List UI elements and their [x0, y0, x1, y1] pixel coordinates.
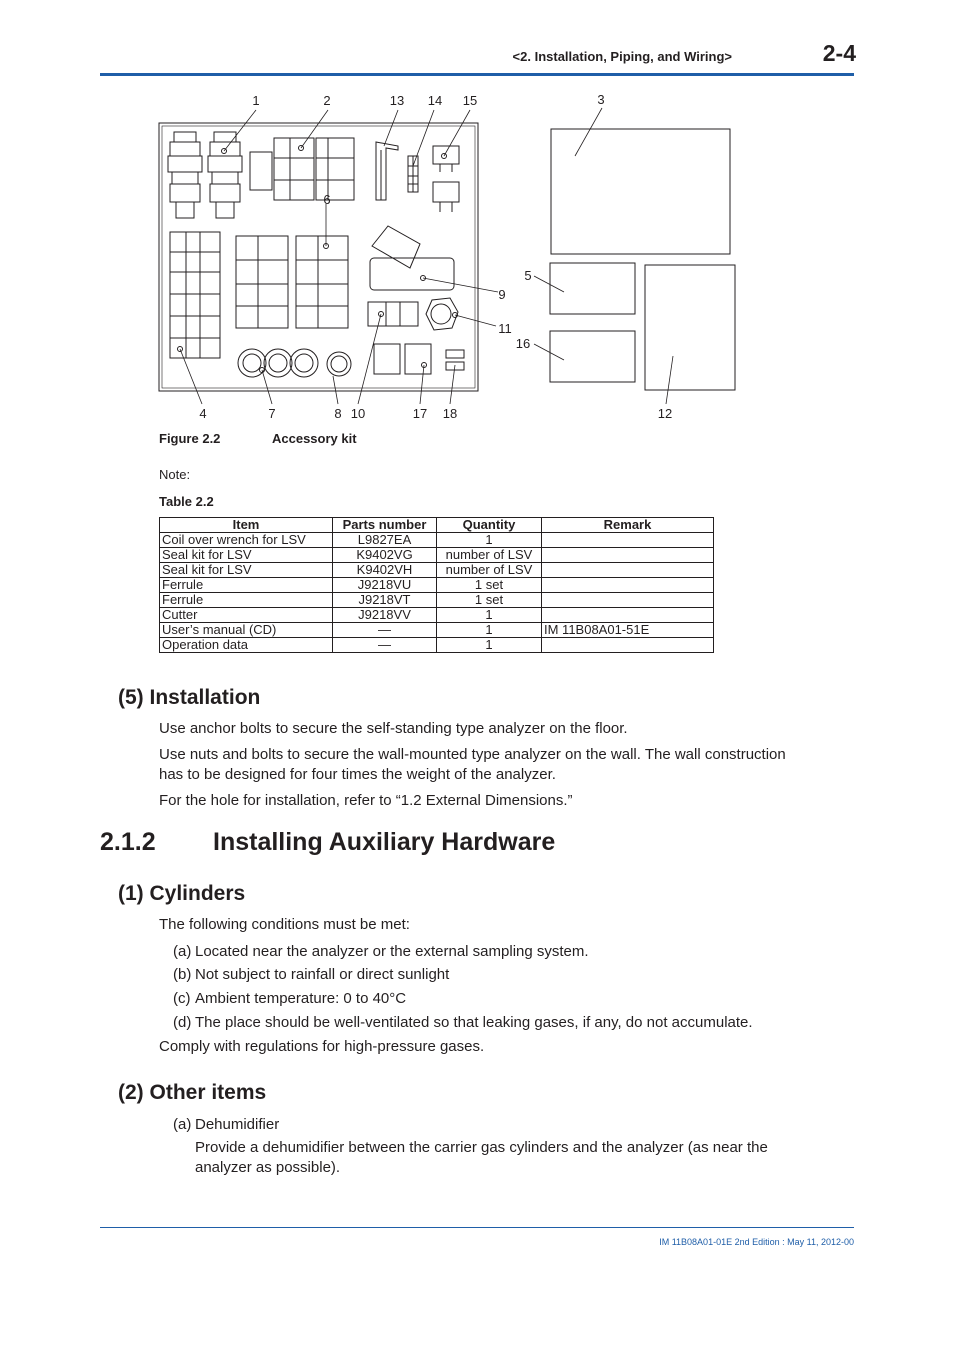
cell-parts-number: —	[333, 623, 437, 638]
cell-remark	[542, 608, 714, 623]
cell-item: Ferrule	[160, 578, 333, 593]
list-marker: (c)	[173, 990, 191, 1007]
dehumidifier-text-2: analyzer as possible).	[195, 1159, 341, 1176]
item-13-hex-wrench	[376, 142, 398, 200]
item-11-nut	[426, 298, 458, 330]
cell-item: Seal kit for LSV	[160, 548, 333, 563]
installation-paragraph-3: For the hole for installation, refer to “1.2 External Dimensions.”	[159, 792, 573, 809]
small-block	[250, 152, 272, 190]
item-4-ferrule-grid	[170, 232, 220, 358]
callout-6: 6	[323, 192, 331, 207]
callout-14: 14	[427, 93, 443, 108]
cell-remark	[542, 548, 714, 563]
section-number: 2.1.2	[100, 828, 156, 856]
cell-quantity: 1	[437, 638, 542, 653]
cell-item: Coil over wrench for LSV	[160, 533, 333, 548]
item-3-box	[551, 129, 730, 254]
list-item: The place should be well-ventilated so that leaking gases, if any, do not accumulate.	[195, 1014, 753, 1031]
footer-doc-id: IM 11B08A01-01E 2nd Edition : May 11, 2012-00	[659, 1237, 854, 1247]
cell-remark	[542, 638, 714, 653]
item-15-connectors	[433, 146, 459, 212]
callout-7: 7	[268, 406, 276, 421]
installation-heading: (5) Installation	[118, 686, 261, 709]
cell-remark: IM 11B08A01-51E	[542, 623, 714, 638]
cylinders-outro: Comply with regulations for high-pressure gases.	[159, 1038, 485, 1055]
table-row	[160, 638, 714, 653]
list-item: Ambient temperature: 0 to 40°C	[195, 990, 407, 1007]
cell-item: User’s manual (CD)	[160, 623, 333, 638]
callout-17: 17	[412, 406, 428, 421]
cell-parts-number: J9218VV	[333, 608, 437, 623]
page-number: 2-4	[822, 40, 856, 66]
cell-parts-number: —	[333, 638, 437, 653]
accessory-kit-figure	[150, 88, 750, 423]
other-items-heading: (2) Other items	[118, 1081, 267, 1104]
item-16-box	[550, 331, 635, 382]
callout-16: 16	[515, 336, 531, 351]
col-quantity: Quantity	[437, 518, 542, 533]
callout-15: 15	[462, 93, 478, 108]
item-9-cutter	[370, 226, 454, 290]
item-18-clip	[446, 350, 464, 358]
cell-parts-number: J9218VT	[333, 593, 437, 608]
col-parts-number: Parts number	[333, 518, 437, 533]
item-2-fitting-grid	[274, 138, 354, 200]
header-rule	[100, 73, 854, 76]
callout-12: 12	[657, 406, 673, 421]
callout-5: 5	[524, 268, 532, 283]
cell-quantity: number of LSV	[437, 563, 542, 578]
table-label: Table 2.2	[159, 494, 214, 509]
dehumidifier-text-1: Provide a dehumidifier between the carrier gas cylinders and the analyzer (as near the	[195, 1139, 768, 1156]
cell-remark	[542, 593, 714, 608]
running-header: <2. Installation, Piping, and Wiring>	[512, 49, 732, 64]
callout-9: 9	[498, 287, 506, 302]
list-marker: (a)	[173, 1116, 192, 1133]
item-6-fitting-grid	[236, 236, 348, 328]
table-row	[160, 533, 714, 548]
table-header-row	[160, 518, 714, 533]
installation-paragraph-2b: has to be designed for four times the weight of the analyzer.	[159, 766, 556, 783]
figure-title: Accessory kit	[272, 431, 357, 446]
cell-quantity: 1	[437, 623, 542, 638]
list-item: Not subject to rainfall or direct sunlight	[195, 966, 450, 983]
callout-10: 10	[350, 406, 366, 421]
callout-8: 8	[334, 406, 342, 421]
cell-quantity: 1	[437, 608, 542, 623]
list-item: Located near the analyzer or the external sampling system.	[195, 943, 589, 960]
item-10-union	[368, 302, 418, 326]
cylinders-heading: (1) Cylinders	[118, 882, 246, 905]
installation-paragraph-2a: Use nuts and bolts to secure the wall-mounted type analyzer on the wall. The wall construction	[159, 746, 786, 763]
table-row	[160, 593, 714, 608]
footer-rule	[100, 1227, 854, 1228]
item-5-box	[550, 263, 635, 314]
cell-quantity: 1	[437, 533, 542, 548]
list-marker: (d)	[173, 1014, 192, 1031]
table-row	[160, 578, 714, 593]
cell-parts-number: K9402VH	[333, 563, 437, 578]
cell-quantity: 1 set	[437, 578, 542, 593]
figure-label: Figure 2.2	[159, 431, 221, 446]
table-row	[160, 608, 714, 623]
table-row	[160, 548, 714, 563]
item-12-box	[645, 265, 735, 390]
list-marker: (b)	[173, 966, 192, 983]
cell-item: Operation data	[160, 638, 333, 653]
cell-quantity: 1 set	[437, 593, 542, 608]
cell-remark	[542, 578, 714, 593]
cell-parts-number: J9218VU	[333, 578, 437, 593]
cell-item: Seal kit for LSV	[160, 563, 333, 578]
installation-paragraph-1: Use anchor bolts to secure the self-standing type analyzer on the floor.	[159, 720, 628, 737]
callout-4: 4	[199, 406, 207, 421]
callout-1: 1	[252, 93, 260, 108]
list-marker: (a)	[173, 943, 192, 960]
col-item: Item	[160, 518, 333, 533]
cell-quantity: number of LSV	[437, 548, 542, 563]
cell-parts-number: K9402VG	[333, 548, 437, 563]
item-17-pack	[374, 344, 400, 374]
cell-remark	[542, 533, 714, 548]
cell-item: Ferrule	[160, 593, 333, 608]
col-remark: Remark	[542, 518, 714, 533]
cylinders-intro: The following conditions must be met:	[159, 916, 410, 933]
item-7-rings	[238, 349, 318, 377]
cell-remark	[542, 563, 714, 578]
callout-11: 11	[498, 321, 512, 336]
table-row	[160, 563, 714, 578]
callout-13: 13	[389, 93, 405, 108]
item-1-fittings	[168, 132, 242, 218]
callout-2: 2	[323, 93, 331, 108]
section-title: Installing Auxiliary Hardware	[213, 828, 556, 856]
cell-item: Cutter	[160, 608, 333, 623]
callout-18: 18	[442, 406, 458, 421]
dehumidifier-title: Dehumidifier	[195, 1116, 280, 1133]
accessory-table	[159, 517, 714, 653]
table-row	[160, 623, 714, 638]
callout-3: 3	[597, 92, 605, 107]
note-label: Note:	[159, 467, 191, 482]
cell-parts-number: L9827EA	[333, 533, 437, 548]
